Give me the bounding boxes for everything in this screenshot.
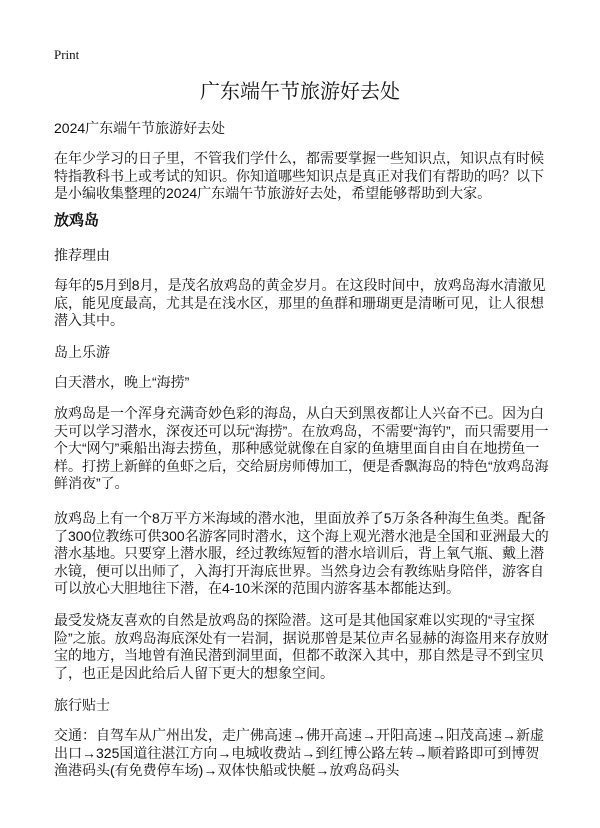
fun-subheading: 白天潜水，晚上“海捞”: [54, 374, 190, 390]
fun-paragraph-1: 放鸡岛是一个浑身充满奇妙色彩的海岛，从白天到黑夜都让人兴奋不已。因为白天可以学习潜水，深夜还可以玩“海捞”。在放鸡岛，不需要“海钓”，而只需要用一个大“网勺”乘船出海去捞鱼，那种感觉就像在自家的鱼塘里面自由自在地捞鱼一样。打捞上新鲜的鱼虾之后，交给厨房师傅加工，便是香飘海岛的特色“放鸡岛海鲜消夜”了。: [54, 405, 549, 491]
fun-paragraph-3: 最受发烧友喜欢的自然是放鸡岛的探险潜。这可是其他国家难以实现的“寻宝探险”之旅。放鸡岛海底深处有一岩洞，据说那曾是某位声名显赫的海盗用来存放财宝的地方，当地曾有渔民潜到洞里面，但都不敢深入其中，那自然是寻不到宝贝了，也正是因此给后人留下更大的想象空间。: [54, 612, 549, 681]
subtitle: 2024广东端午节旅游好去处: [54, 120, 226, 136]
fun-paragraph-2: 放鸡岛上有一个8万平方米海域的潜水池，里面放养了5万条各种海生鱼类。配备了300位教练可供300名游客同时潜水，这个海上观光潜水池是全国和亚洲最大的潜水基地。只要穿上潜水服，经过教练短暂的潜水培训后，背上氧气瓶、戴上潜水镜，便可以出师了，入海打开海底世界。当然身边会有教练贴身陪伴，游客自可以放心大胆地往下潜，在4-10米深的范围内游客基本都能达到。: [54, 510, 549, 596]
print-link[interactable]: Print: [54, 47, 80, 62]
reason-heading: 推荐理由: [54, 247, 110, 263]
tips-heading: 旅行贴士: [54, 697, 110, 713]
tips-paragraph: 交通：自驾车从广州出发，走广佛高速→佛开高速→开阳高速→阳茂高速→新虚出口→325国道往湛江方向→电城收费站→到红博公路左转→顺着路即可到博贺渔港码头(有免费停车场)→双体快船或快艇→放鸡岛码头: [54, 727, 544, 778]
page-title: 广东端午节旅游好去处: [200, 81, 400, 103]
fun-heading: 岛上乐游: [54, 344, 110, 360]
section-heading: 放鸡岛: [54, 212, 100, 229]
reason-paragraph: 每年的5月到8月，是茂名放鸡岛的黄金岁月。在这段时间中，放鸡岛海水清澈见底，能见度最高，尤其是在浅水区，那里的鱼群和珊瑚更是清晰可见，让人很想潜入其中。: [54, 277, 546, 328]
intro-paragraph: 在年少学习的日子里，不管我们学什么，都需要掌握一些知识点，知识点有时候特指教科书上或考试的知识。你知道哪些知识点是真正对我们有帮助的吗？以下是小编收集整理的2024广东端午节旅游好去处，希望能够帮助到大家。: [54, 150, 544, 201]
